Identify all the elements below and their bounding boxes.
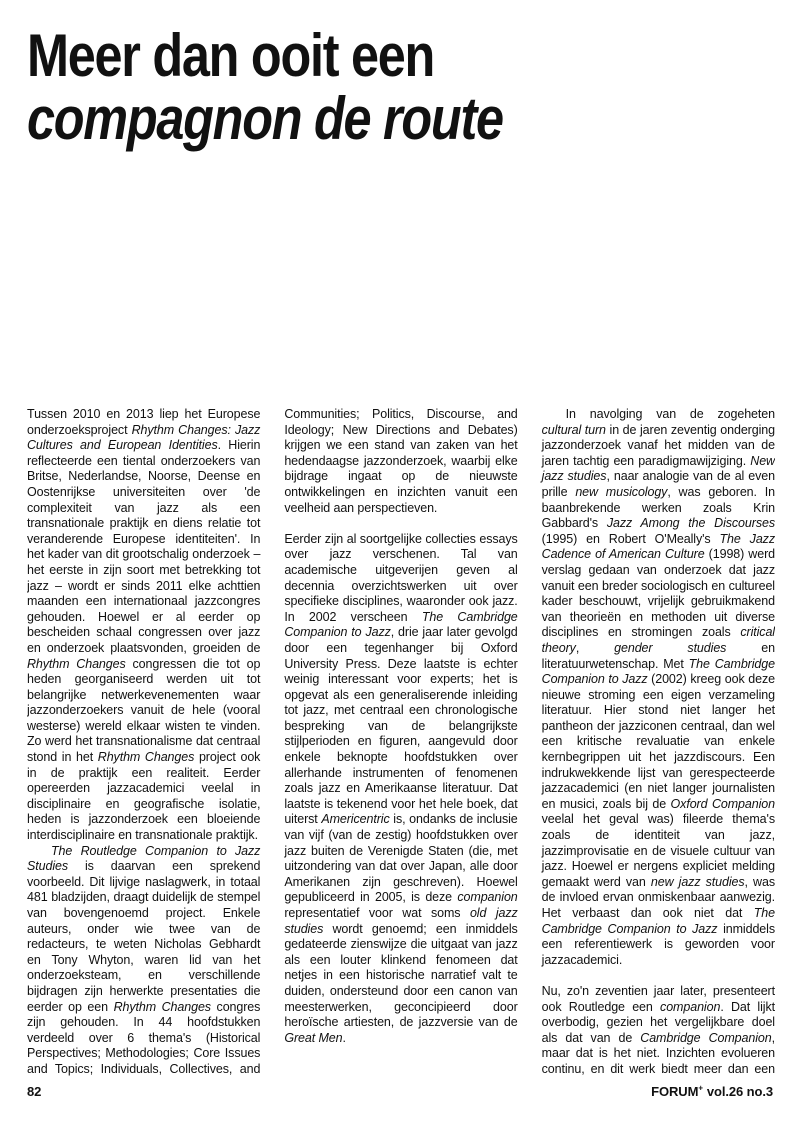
text-run: Tussen 2010 en 2013 liep het Europese onderzoeksproject: [27, 407, 261, 437]
text-run: congressen die tot op heden georganiseerd werden uit tot belangrijke netwerkevenementen waar jazzonderzoekers vanuit de hele (vooral westerse) wereld elkaar wisten te vinden. Zo werd het transnationalisme dat centraal stond in het: [27, 656, 261, 765]
text-run: , drie jaar later gevolgd door een tegenhanger bij Oxford University Press. Deze laatste is echter weinig interessant voor experts; het is opgevat als een generaliserende inleiding tot jazz, met centraal een chronologische bespreking van de belangrijkste stijlperioden en figuren, aangevuld door enkele beknopte hoofdstukken over allerhande instrumenten of fenomenen zoals jazz en Amerikaanse literatuur. Dat laatste is tekenend voor het hele boek, dat uiterst: [284, 625, 518, 827]
italic-text-run: Jazz Among the Discourses: [606, 516, 775, 531]
italic-text-run: Rhythm Changes: [27, 656, 126, 671]
italic-text-run: New jazz studies: [541, 453, 775, 484]
text-run: representatief voor wat soms: [284, 906, 470, 920]
text-run: , maar dat is het niet. Inzichten evolueren continu, en dit werk biedt meer dan een: [541, 1030, 775, 1076]
article-headline: [27, 24, 503, 150]
text-run: congres zijn gehouden. In 44 hoofdstukken verdeeld over 6 thema's (Historical Perspectives; Methodologies; Core Issues and Topics; Individuals, Collectives, and Communities; Politics, Discourse, and Ideology; New Directions and Debates) krijgen we een stand van zaken van het hedendaagse jazzonderzoek, waarbij elke bijdrage ingaat op de nieuwste ontwikkelingen en inzichten vanuit een veelheid aan perspectieven.: [27, 407, 518, 1076]
italic-text-run: Rhythm Changes: [97, 750, 195, 765]
text-run: project ook in de praktijk een realiteit. Eerder opereerden jazzacademici veelal in disciplinaire en geografische isolatie, heden is jazzonderzoek een bloeiende interdisciplinaire en transnationale praktijk.: [27, 750, 261, 843]
text-run: .: [342, 1030, 346, 1045]
text-run: , was de invloed ervan onmiskenbaar aanwezig. Het verbaast dan ook niet dat: [541, 874, 775, 920]
italic-text-run: gender studies: [614, 640, 727, 655]
italic-text-run: companion: [660, 999, 721, 1014]
text-run: . Dat lijkt overbodig, gezien het vergelijkbare doel als dat van de: [541, 999, 775, 1045]
journal-issue: vol.26 no.3: [706, 1084, 773, 1099]
italic-text-run: The Routledge Companion to Jazz Studies: [27, 843, 261, 874]
page-number: 82: [27, 1084, 42, 1099]
body-paragraph: [542, 984, 775, 1078]
text-run: Nu, zo'n zeventien jaar later, presenteert ook Routledge een: [541, 983, 775, 1014]
article-columns: [27, 407, 775, 1083]
italic-text-run: Rhythm Changes: Jazz Cultures and European Identities: [27, 422, 261, 453]
journal-name: FORUM: [651, 1084, 699, 1099]
text-run: Eerder zijn al soortgelijke collecties essays over jazz verschenen. Tal van academische uitgeverijen geven al decennia overzichtswerken uit over specifieke disciplines, waaronder ook jazz. In 2002 verscheen: [284, 531, 518, 624]
text-run: ,: [575, 640, 615, 655]
italic-text-run: new musicology: [575, 484, 668, 499]
italic-text-run: The Cambridge Companion to Jazz: [541, 906, 775, 936]
headline-line-1: Meer dan ooit een: [27, 22, 435, 89]
italic-text-run: Cambridge Companion: [640, 1030, 772, 1045]
italic-text-run: old jazz studies: [284, 906, 518, 936]
text-run: In navolging van de zogeheten: [565, 407, 775, 421]
italic-text-run: new jazz studies: [650, 874, 745, 889]
body-paragraph: [27, 407, 260, 844]
page-footer: [27, 1084, 773, 1099]
italic-text-run: The Cambridge Companion to Jazz: [284, 609, 518, 640]
text-run: (1998) werd verslag gedaan van onderzoek dat jazz vanuit een breder sociologisch en cultureel kader beschouwt, vrijelijk gebruikmakend van theorieën en methoden uit diverse disciplines en stromingen zoals: [541, 547, 775, 640]
text-run: en literatuurwetenschap. Met: [541, 640, 775, 671]
italic-text-run: Americentric: [321, 812, 390, 827]
text-run: veelal het geval was) fileerde thema's zoals de identiteit van jazz, jazzimprovisatie en de visuele cultuur van jazz. Hoewel er nergens expliciet melding gemaakt werd van: [541, 812, 775, 889]
italic-text-run: cultural turn: [541, 422, 606, 437]
italic-text-run: The Cambridge Companion to Jazz: [541, 656, 775, 687]
italic-text-run: critical theory: [541, 625, 775, 655]
italic-text-run: Rhythm Changes: [113, 999, 211, 1014]
italic-text-run: Great Men: [284, 1030, 343, 1045]
text-run: . Hierin reflecteerde een tiental onderzoekers van Britse, Nederlandse, Noorse, Deense en Oostenrijkse universiteiten over 'de complexiteit van jazz als een transnationale praktijk en diens relatie tot veranderende Europese identiteiten'. In het kader van dit grootschalig onderzoek – het eerste in zijn soort met betrekking tot jazz – wordt er sinds 2011 elke achttien maanden een internationaal jazzcongres gehouden. Hoewel er al eerder op bescheiden schaal congressen over jazz en onderzoek plaatsvonden, groeiden de: [27, 438, 261, 655]
text-run: is, ondanks de inclusie van vijf (van de zestig) hoofdstukken over jazz buiten de Verenigde Staten (die, met uitzondering van dat over Japan, alle door Amerikanen zijn geschreven). Hoewel gepubliceerd in 2005, is deze: [284, 812, 518, 905]
body-paragraph: [284, 532, 517, 1047]
text-run: is daarvan een sprekend voorbeeld. Dit lijvige naslagwerk, in totaal 481 bladzijden, draagt duidelijk de stempel van bovengenoemd project. Enkele auteurs, onder wie twee van de redacteurs, te weten Nicholas Gebhardt en Tony Whyton, waren lid van het onderzoeksteam, en verschillende bijdragen zijn herwerkte presentaties die eerder op een: [27, 859, 261, 1014]
italic-text-run: companion: [457, 890, 518, 905]
text-run: (1995) en Robert O'Meally's: [541, 531, 720, 546]
text-run: in de jaren zeventig onderging jazzonderzoek vanaf het midden van de jaren tachtig een paradigmawijziging.: [541, 422, 775, 468]
text-run: inmiddels een referentiewerk is geworden voor jazzacademici.: [541, 921, 775, 967]
text-run: , was geboren. In baanbrekende werken zoals Krin Gabbard's: [541, 484, 775, 531]
journal-title: [651, 1084, 773, 1099]
text-run: , naar analogie van de al even prille: [541, 469, 775, 499]
italic-text-run: Oxford Companion: [670, 796, 775, 811]
italic-text-run: The Jazz Cadence of American Culture: [541, 531, 775, 562]
body-paragraph: [542, 407, 775, 968]
text-run: wordt genoemd; een inmiddels gedateerde zienswijze die uitgaat van jazz als een louter klinkend fenomeen dat netjes in een historische narratief valt te duiden, ondersteund door een canon van meesterwerken, geconcipieerd door heroïsche artiesten, de jazzversie van de: [284, 921, 518, 1030]
text-run: (2002) kreeg ook deze nieuwe stroming een eigen verzameling literatuur. Hier stond niet langer het pantheon der jazziconen centraal, dan wel een kritische revaluatie van enkele kernbegrippen uit het jazzdiscours. Een indrukwekkende lijst van gerespecteerde jazzacademici (en niet langer journalisten en musici, zoals bij de: [541, 672, 775, 811]
journal-superscript: +: [698, 1083, 703, 1093]
headline-line-2: compagnon de route: [27, 85, 503, 152]
